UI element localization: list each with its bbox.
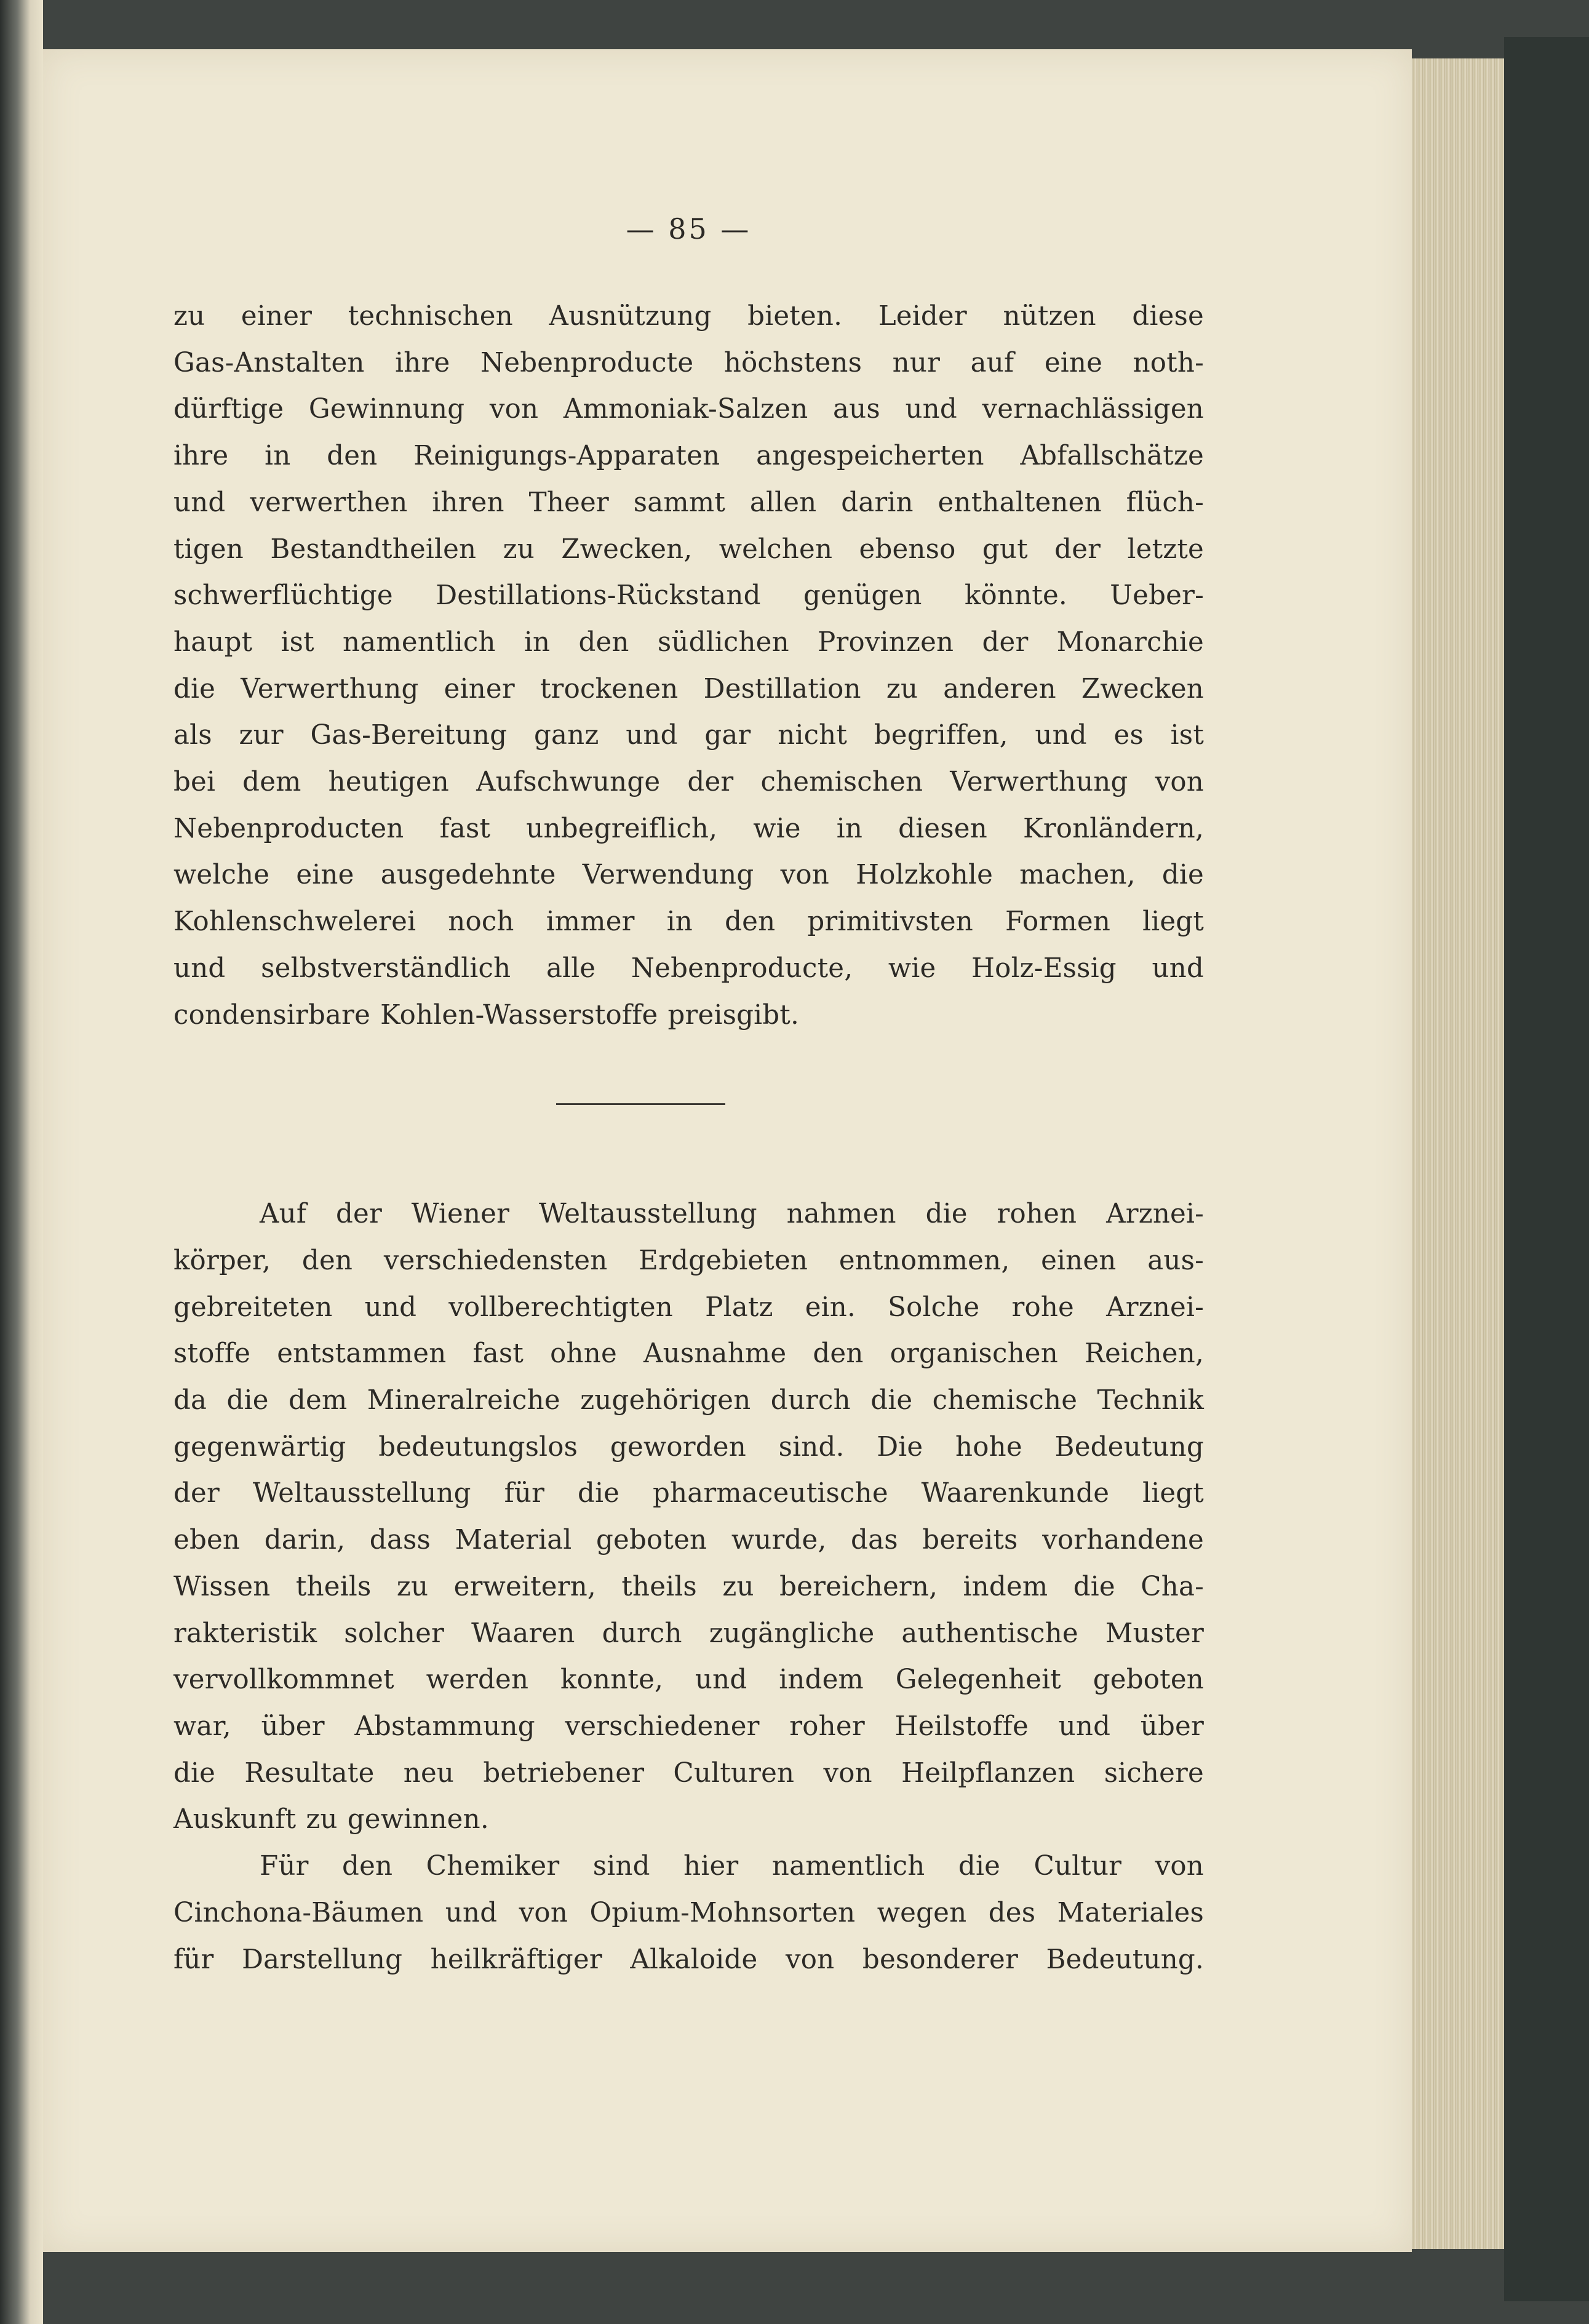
text-line: die Resultate neu betriebener Culturen von Heilpflanzen sichere	[173, 1757, 1204, 1789]
page-stack-edges	[1412, 58, 1504, 2249]
text-line: ihre in den Reinigungs-Apparaten angespeicherten Abfallschätze	[173, 441, 1204, 472]
text-line: für Darstellung heilkräftiger Alkaloide von besonderer Bedeutung.	[173, 1944, 1204, 1975]
text-line: eben darin, dass Material geboten wurde, das bereits vorhandene	[173, 1525, 1204, 1556]
text-line: welche eine ausgedehnte Verwendung von Holzkohle machen, die	[173, 860, 1204, 891]
paragraph-1	[173, 293, 1204, 1039]
text-line: als zur Gas-Bereitung ganz und gar nicht begriffen, und es ist	[173, 720, 1204, 751]
text-line: Auskunft zu gewinnen.	[173, 1804, 489, 1835]
paragraph-2	[173, 1191, 1204, 1843]
text-line: Auf der Wiener Weltausstellung nahmen die rohen Arznei-	[260, 1199, 1204, 1230]
text-line: körper, den verschiedensten Erdgebieten entnommen, einen aus-	[173, 1245, 1204, 1276]
text-line: schwerflüchtige Destillations-Rückstand genügen könnte. Ueber-	[173, 580, 1204, 612]
text-line: zu einer technischen Ausnützung bieten. Leider nützen diese	[173, 301, 1204, 332]
text-line: gegenwärtig bedeutungslos geworden sind. Die hohe Bedeutung	[173, 1431, 1204, 1463]
text-line: Für den Chemiker sind hier namentlich die Cultur von	[260, 1851, 1204, 1882]
text-line: stoffe entstammen fast ohne Ausnahme den organischen Reichen,	[173, 1338, 1204, 1370]
paragraph-3	[173, 1843, 1204, 1983]
text-line: bei dem heutigen Aufschwunge der chemischen Verwerthung von	[173, 767, 1204, 798]
text-line: vervollkommnet werden konnte, und indem Gelegenheit geboten	[173, 1664, 1204, 1696]
text-line: die Verwerthung einer trockenen Destillation zu anderen Zwecken	[173, 673, 1204, 705]
section-divider	[556, 1103, 725, 1105]
text-line: war, über Abstammung verschiedener roher Heilstoffe und über	[173, 1711, 1204, 1742]
text-line: und selbstverständlich alle Nebenproducte, wie Holz-Essig und	[173, 952, 1204, 984]
text-line: tigen Bestandtheilen zu Zwecken, welchen ebenso gut der letzte	[173, 533, 1204, 565]
text-line: Kohlenschwelerei noch immer in den primitivsten Formen liegt	[173, 906, 1204, 938]
text-line: da die dem Mineralreiche zugehörigen durch die chemische Technik	[173, 1385, 1204, 1416]
text-line: Gas-Anstalten ihre Nebenproducte höchstens nur auf eine noth-	[173, 347, 1204, 378]
page-number: — 85 —	[626, 212, 752, 246]
text-block	[173, 212, 1204, 1983]
text-line: haupt ist namentlich in den südlichen Provinzen der Monarchie	[173, 626, 1204, 658]
text-line: gebreiteten und vollberechtigten Platz ein. Solche rohe Arznei-	[173, 1292, 1204, 1323]
text-line: condensirbare Kohlen-Wasserstoffe preisgibt.	[173, 999, 800, 1031]
text-line: und verwerthen ihren Theer sammt allen darin enthaltenen flüch-	[173, 487, 1204, 518]
previous-page-edge	[0, 0, 43, 2324]
text-line: dürftige Gewinnung von Ammoniak-Salzen aus und vernachlässigen	[173, 394, 1204, 425]
text-line: rakteristik solcher Waaren durch zugängliche authentische Muster	[173, 1618, 1204, 1649]
text-line: Wissen theils zu erweitern, theils zu bereichern, indem die Cha-	[173, 1571, 1204, 1602]
text-line: der Weltausstellung für die pharmaceutische Waarenkunde liegt	[173, 1478, 1204, 1509]
text-line: Nebenproducten fast unbegreiflich, wie in diesen Kronländern,	[173, 813, 1204, 844]
text-line: Cinchona-Bäumen und von Opium-Mohnsorten wegen des Materiales	[173, 1897, 1204, 1928]
book-cover	[1504, 37, 1589, 2301]
